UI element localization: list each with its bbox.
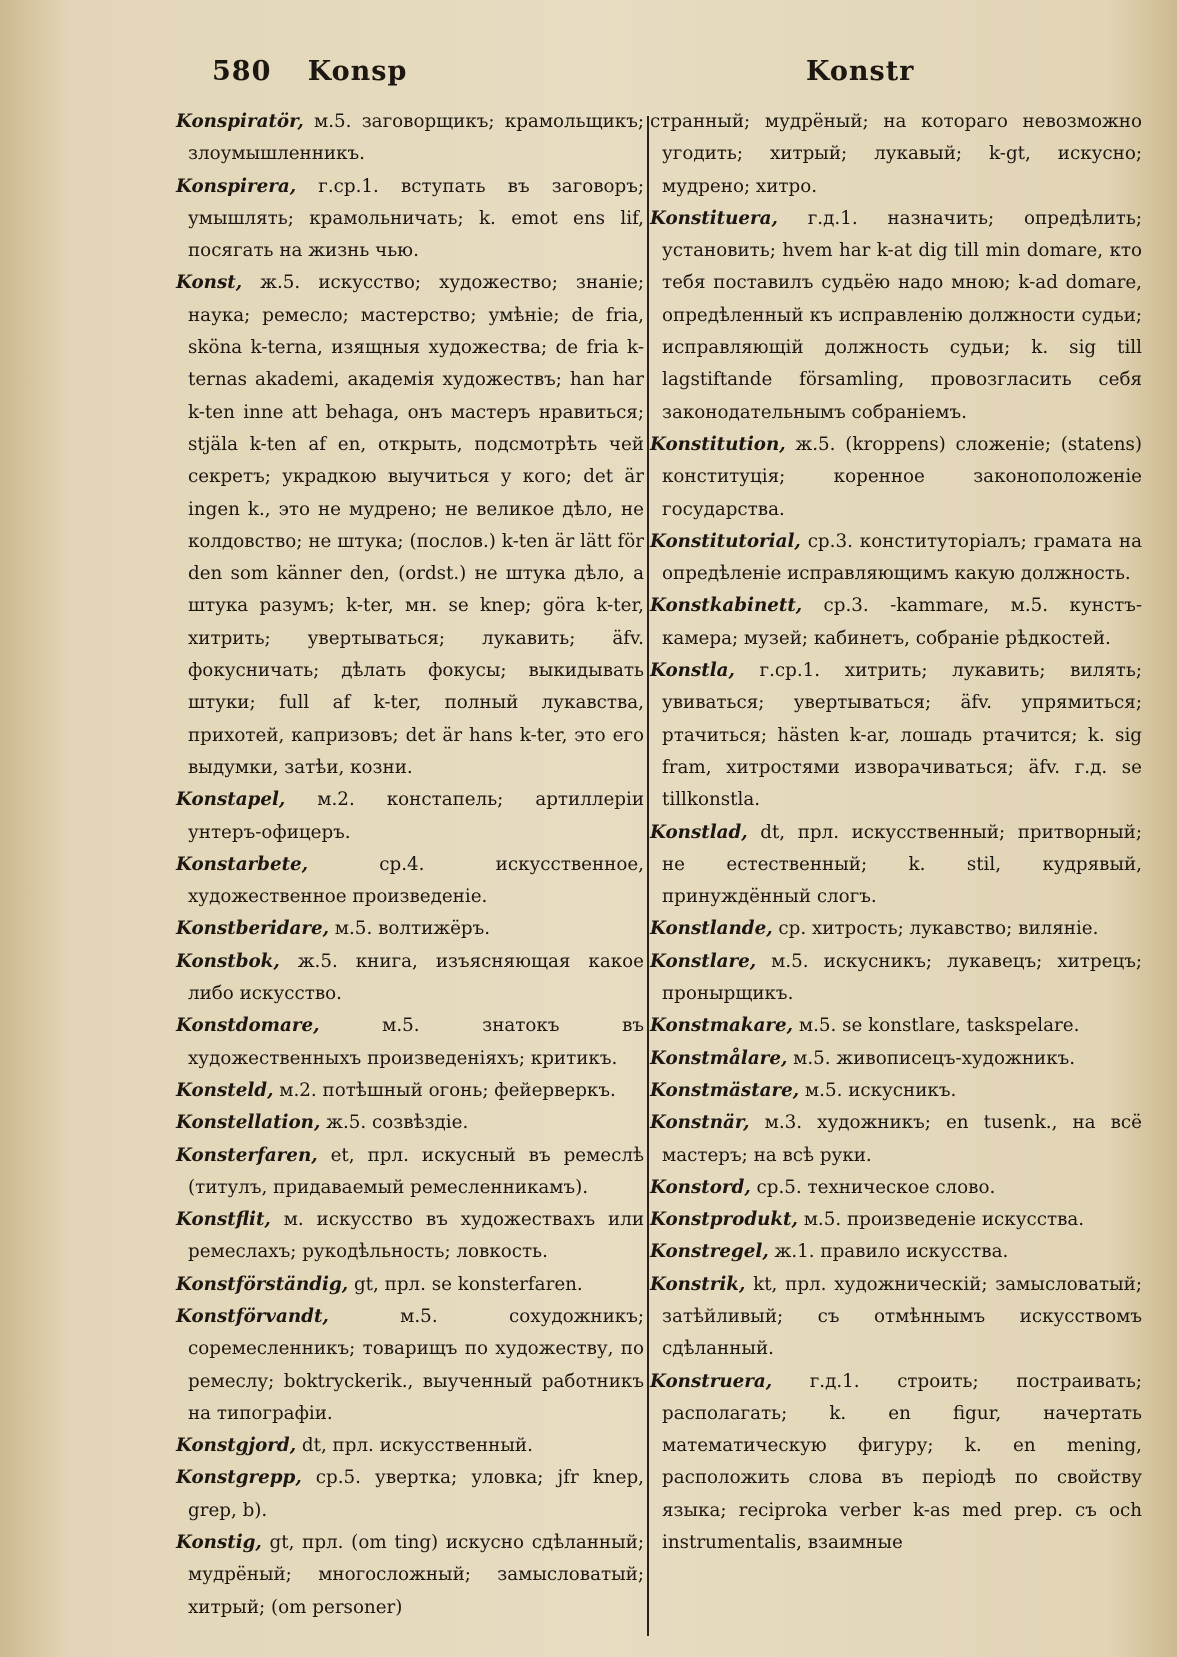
entry-headword: Konstapel, [176, 789, 286, 811]
dictionary-entry [650, 1269, 1142, 1366]
entry-definition: м.2. констапель; артиллеріи унтеръ-офицеръ. [188, 789, 645, 843]
left-column [176, 106, 644, 1624]
dictionary-entry [176, 849, 644, 914]
entry-definition: м.5. заговорщикъ; крамольщикъ; злоумышленникъ. [188, 111, 645, 165]
dictionary-entry [176, 1107, 644, 1139]
entry-definition: м.5. живописецъ-художникъ. [793, 1047, 1076, 1069]
entry-headword: Konstituera, [650, 207, 778, 229]
entry-headword: Konstbok, [176, 950, 280, 972]
entry-definition: г.ср.1. хитрить; лукавить; вилять; увиваться; увертываться; äfv. упрямиться; ртачиться; hästen k-ar, лошадь ртачится; k. sig fram, хитростями изворачиваться; äfv. г.д. se tillkonstla. [662, 660, 1143, 811]
entry-definition: м.5. знатокъ въ художественныхъ произведеніяхъ; критикъ. [188, 1015, 645, 1069]
entry-headword: Konstarbete, [176, 853, 309, 875]
entry-headword: Konstruera, [650, 1370, 773, 1392]
entry-headword: Konstprodukt, [650, 1209, 798, 1231]
entry-headword: Konstgrepp, [176, 1467, 302, 1489]
entry-definition: г.д.1. строить; постраивать; располагать; k. en figur, начертать математическую фигуру; k. en mening, расположить слова въ періодѣ по свойству языка; reciproka verber k-as med prep. съ och instrumentalis, взаимные [662, 1370, 1142, 1554]
dictionary-entry [176, 106, 644, 171]
entry-headword: Konstflit, [176, 1209, 271, 1231]
dictionary-entry [650, 1043, 1142, 1075]
dictionary-entry [650, 1172, 1142, 1204]
entry-definition: м.5. искусникъ; лукавецъ; хитрецъ; пронырщикъ. [662, 950, 1142, 1005]
entry-definition: м.2. потѣшный огонь; фейерверкъ. [279, 1079, 616, 1101]
dictionary-entry [176, 784, 644, 849]
entry-definition: м.5. волтижёръ. [334, 918, 491, 940]
dictionary-entry [650, 817, 1142, 914]
entry-headword: Konstitutorial, [650, 530, 801, 552]
entry-headword: Konstberidare, [176, 918, 329, 940]
entry-definition: странный; мудрёный; на котораго невозможно угодить; хитрый; лукавый; k-gt, искусно; мудрено; хитро. [650, 111, 1142, 197]
entry-definition: м.5. сохудожникъ; соремесленникъ; товарищъ по художеству, по ремеслу; boktryckerik., выученный работникъ на типографіи. [188, 1305, 645, 1424]
dictionary-entry [176, 1010, 644, 1075]
entry-definition: dt, прл. искусственный; притворный; не естественный; k. stil, кудрявый, принуждённый слогъ. [662, 821, 1142, 908]
entry-headword: Konstlare, [650, 950, 757, 972]
entry-definition: dt, прл. искусственный. [301, 1435, 533, 1457]
entry-headword: Konstlande, [650, 918, 773, 940]
entry-definition: ср.5. техническое слово. [756, 1176, 996, 1198]
entry-definition: ж.5. созвѣздіе. [326, 1112, 469, 1134]
entry-headword: Konstellation, [176, 1112, 321, 1134]
entry-headword: Konstkabinett, [650, 595, 803, 617]
dictionary-entry [176, 1269, 644, 1301]
entry-headword: Konstförvandt, [176, 1305, 329, 1327]
entry-definition: ж.5. искусство; художество; знаніе; наука; ремесло; мастерство; умѣніе; de fria, sköna k-terna, изящныя художества; de fria k-ternas akademi, академія художествъ; han har k-ten inne att behaga, онъ мастеръ нравиться; stjäla k-ten af en, открыть, подсмотрѣть чей секретъ; украдкою выучиться у кого; det är ingen k., это не мудрено; не великое дѣло, не колдовство; не штука; (послов.) k-ten är lätt för den som känner den, (ordst.) не штука дѣло, а штука разумъ; k-ter, мн. se knep; göra k-ter, хитрить; увертываться; лукавить; äfv. фокусничать; дѣлать фокусы; выкидывать штуки; full af k-ter, полный лукавства, прихотей, капризовъ; det är hans k-ter, это его выдумки, затѣи, козни. [188, 272, 644, 778]
dictionary-entry [650, 1204, 1142, 1236]
right-running-head: Konstr [806, 56, 915, 87]
entry-headword: Konst, [176, 272, 243, 294]
entry-headword: Konstrik, [650, 1273, 746, 1295]
entry-definition: м.5. se konstlare, taskspelare. [798, 1015, 1080, 1037]
entry-definition: м.5. произведеніе искусства. [803, 1209, 1085, 1231]
column-divider [647, 116, 649, 1636]
entry-definition: et, прл. искусный въ ремеслѣ (титулъ, придаваемый ремесленникамъ). [188, 1144, 645, 1198]
entry-headword: Konstdomare, [176, 1015, 320, 1037]
entry-definition: ж.5. книга, изъясняющая какое либо искусство. [188, 950, 644, 1005]
entry-headword: Konstig, [176, 1532, 262, 1554]
entry-headword: Konsteld, [176, 1079, 274, 1101]
entry-headword: Konspiratör, [176, 111, 304, 132]
dictionary-entry [176, 913, 644, 945]
entry-headword: Konstord, [650, 1176, 751, 1198]
dictionary-entry [650, 1366, 1142, 1560]
entry-headword: Konspirera, [176, 175, 297, 197]
dictionary-entry [650, 655, 1142, 816]
dictionary-entry [650, 526, 1142, 591]
dictionary-entry [650, 590, 1142, 655]
dictionary-entry [176, 1204, 644, 1269]
dictionary-entry [176, 1301, 644, 1430]
dictionary-entry [176, 1527, 644, 1624]
dictionary-entry [650, 946, 1142, 1011]
dictionary-entry [176, 1075, 644, 1107]
entry-headword: Konstlad, [650, 821, 748, 843]
dictionary-entry [650, 106, 1142, 203]
entry-headword: Konstmästare, [650, 1079, 800, 1101]
dictionary-entry [176, 1430, 644, 1462]
entry-definition: ср.5. увертка; уловка; jfr knep, grep, b). [188, 1467, 644, 1521]
entry-definition: gt, прл. (om ting) искусно сдѣланный; мудрёный; многосложный; замысловатый; хитрый; (om personer) [188, 1532, 644, 1618]
dictionary-entry [176, 1462, 644, 1527]
entry-headword: Konstitution, [650, 433, 786, 455]
left-running-head: Konsp [307, 56, 408, 87]
dictionary-entry [176, 171, 644, 268]
entry-headword: Konsterfaren, [176, 1144, 318, 1166]
dictionary-entry [650, 913, 1142, 945]
entry-definition: ср.3. конституторіалъ; грамата на опредѣленіе исправляющимъ какую должность. [662, 530, 1142, 585]
dictionary-entry [650, 1236, 1142, 1268]
entry-definition: gt, прл. se konsterfaren. [353, 1273, 583, 1295]
dictionary-entry [650, 429, 1142, 526]
entry-definition: ср.3. -kammare, м.5. кунстъ-камера; музей; кабинетъ, собраніе рѣдкостей. [662, 595, 1142, 649]
entry-definition: ж.5. (kroppens) сложеніе; (statens) конституція; коренное законоположеніе государства. [662, 433, 1143, 520]
entry-definition: м.5. искусникъ. [804, 1079, 957, 1101]
entry-definition: г.д.1. назначить; опредѣлить; установить; hvem har k-at dig till min domare, кто тебя поставилъ судьёю надо мною; k-ad domare, опредѣленный къ исправленію должности судьи; исправляющій должность судьи; k. sig till lagstiftande församling, провозгласить себя законодательнымъ собраніемъ. [662, 207, 1142, 423]
page-number: 580 [212, 56, 272, 87]
entry-headword: Konstmålare, [650, 1047, 788, 1069]
dictionary-entry [176, 1140, 644, 1205]
entry-headword: Konstmakare, [650, 1015, 794, 1037]
page-header-left [212, 56, 407, 87]
entry-definition: г.ср.1. вступать въ заговоръ; умышлять; крамольничать; k. emot ens lif, посягать на жизнь чью. [188, 175, 644, 262]
entry-headword: Konstförständig, [176, 1273, 349, 1295]
dictionary-entry [650, 1010, 1142, 1042]
entry-definition: ср.4. искусственное, художественное произведеніе. [188, 853, 644, 908]
dictionary-entry [176, 946, 644, 1011]
dictionary-entry [650, 203, 1142, 429]
entry-definition: kt, прл. художническій; замысловатый; затѣйливый; съ отмѣннымъ искусствомъ сдѣланный. [662, 1273, 1143, 1360]
dictionary-entry [650, 1075, 1142, 1107]
entry-definition: м.3. художникъ; en tusenk., на всё мастеръ; на всѣ руки. [662, 1112, 1142, 1166]
dictionary-entry [176, 267, 644, 784]
entry-headword: Konstgjord, [176, 1435, 297, 1457]
entry-definition: м. искусство въ художествахъ или ремеслахъ; рукодѣльность; ловкость. [188, 1209, 645, 1263]
dictionary-entry [650, 1107, 1142, 1172]
entry-headword: Konstregel, [650, 1241, 769, 1263]
entry-headword: Konstla, [650, 660, 735, 682]
entry-definition: ср. хитрость; лукавство; виляніе. [778, 918, 1099, 940]
entry-definition: ж.1. правило искусства. [774, 1241, 1009, 1263]
right-column [650, 106, 1142, 1559]
entry-headword: Konstnär, [650, 1112, 750, 1134]
